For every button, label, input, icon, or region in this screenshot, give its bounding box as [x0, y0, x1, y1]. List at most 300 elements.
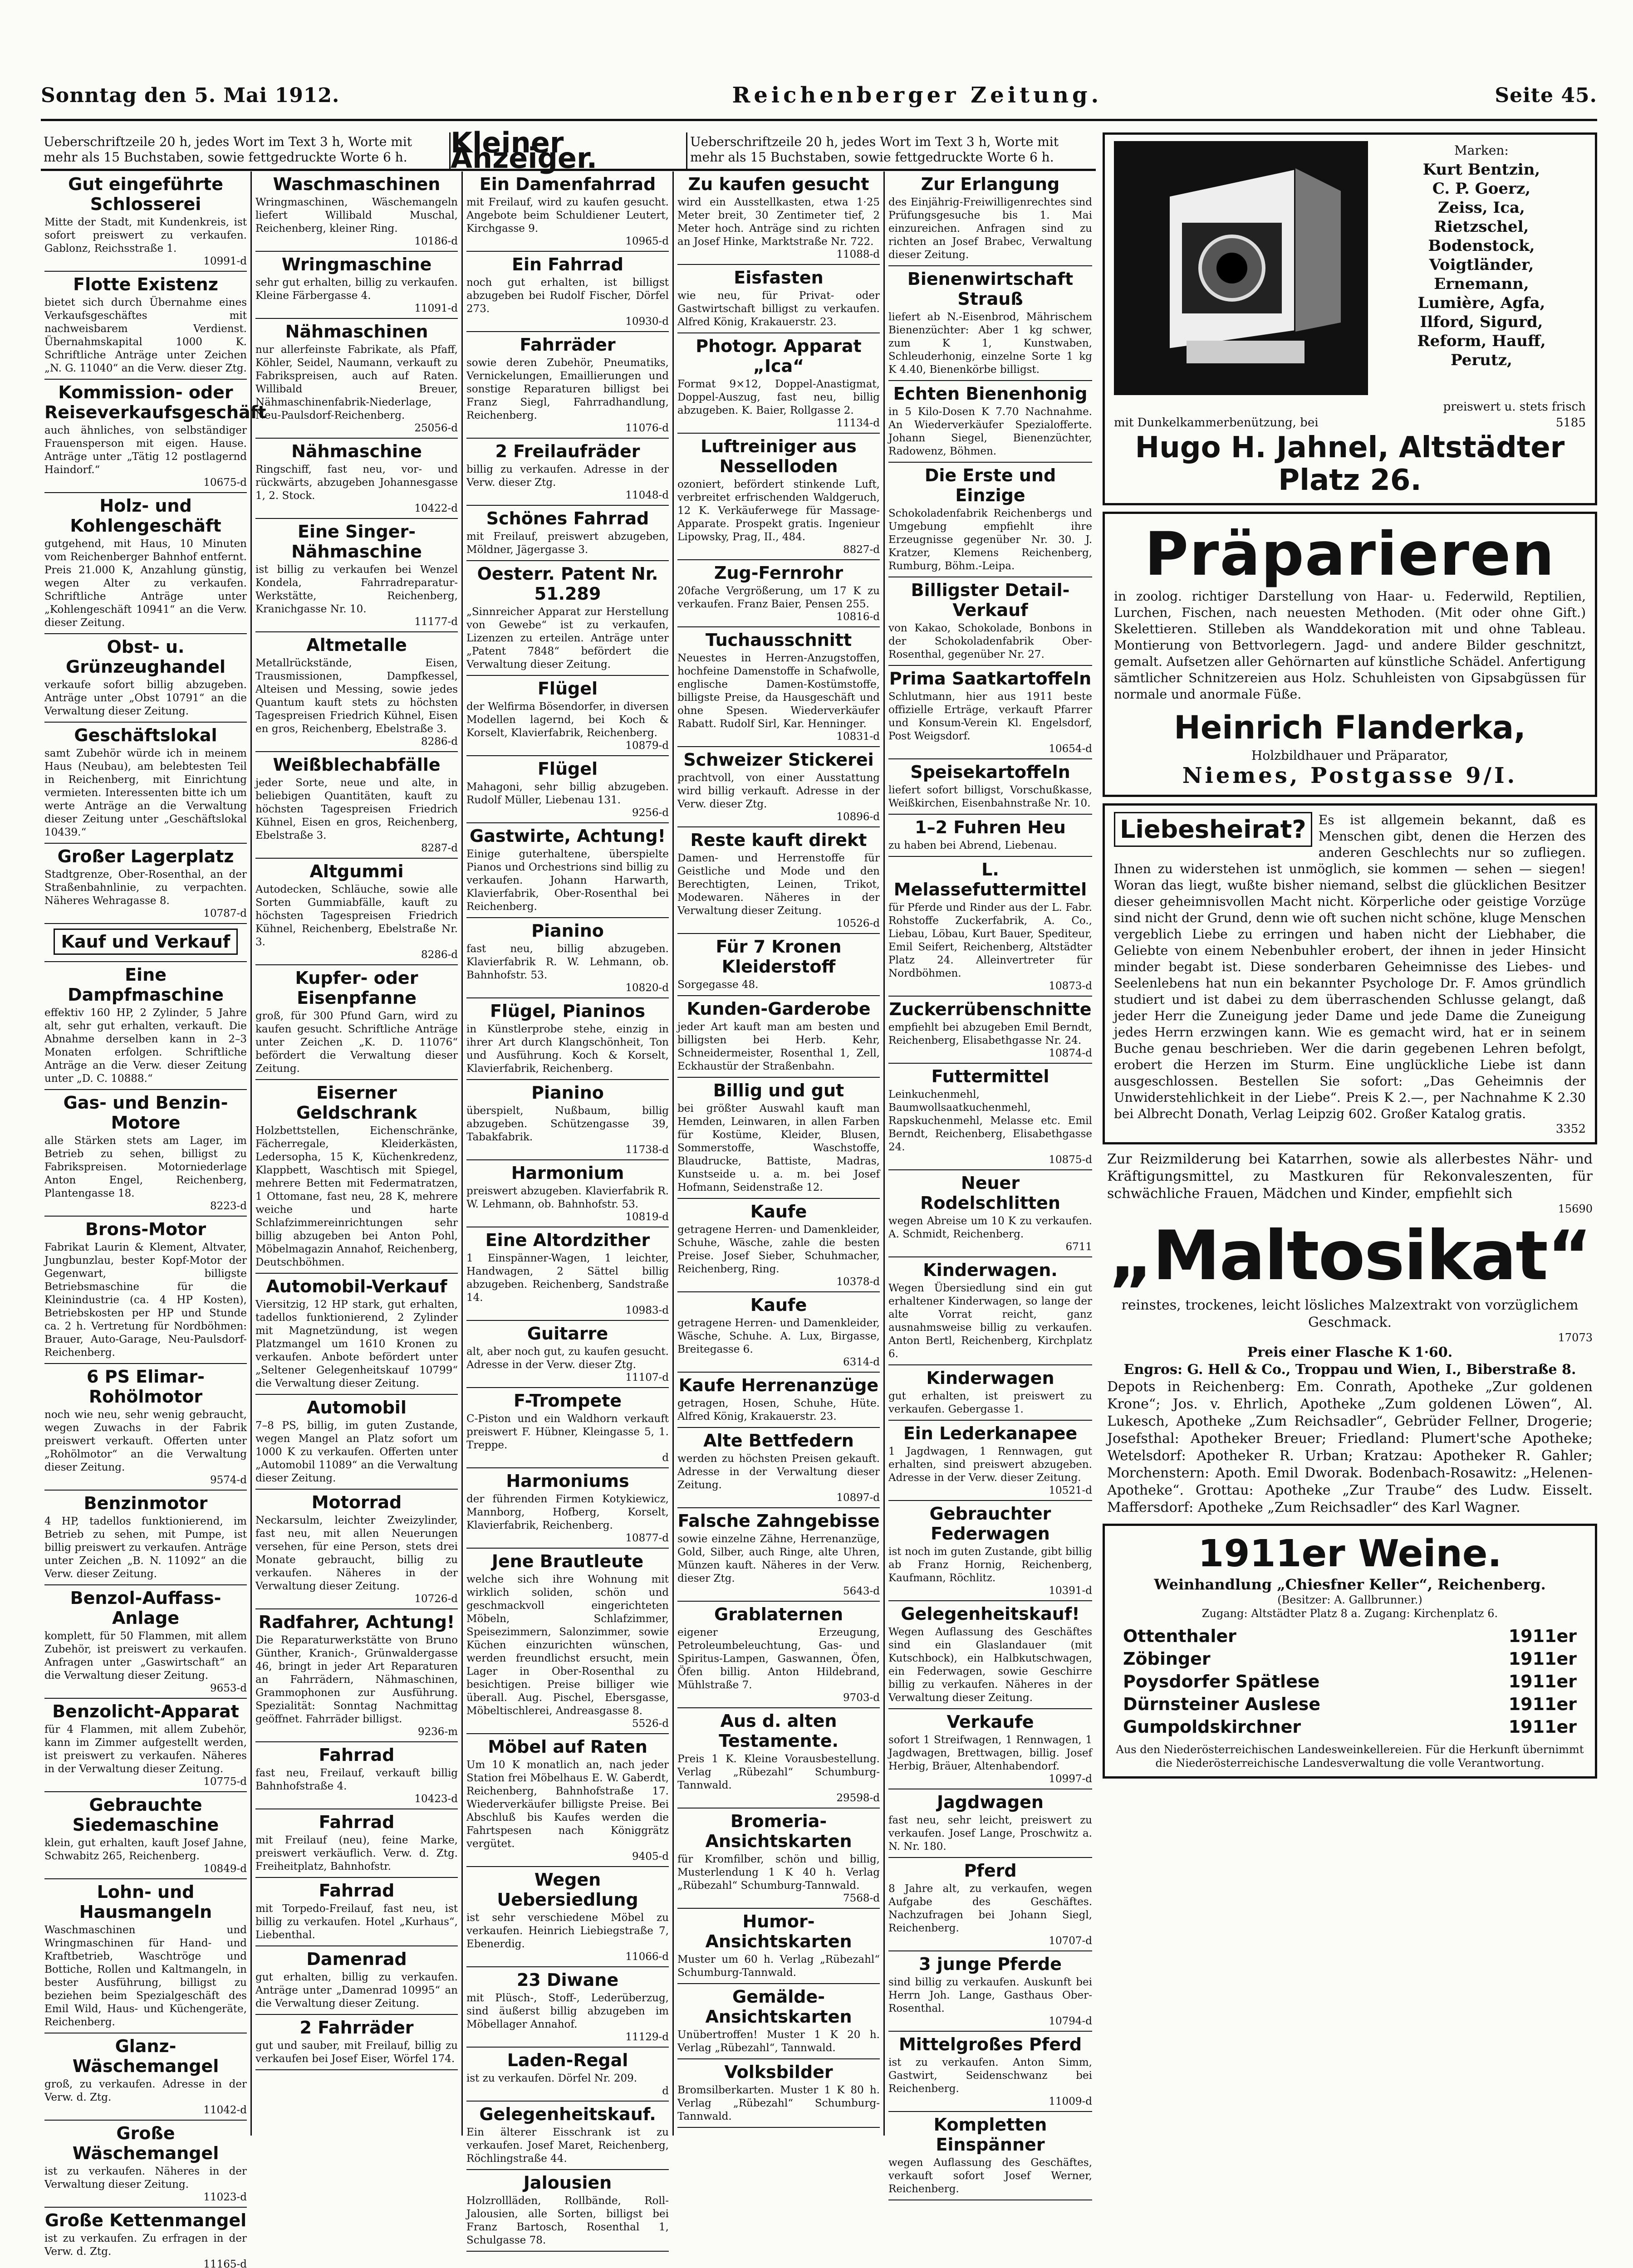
- classified-ad: [255, 1878, 458, 1946]
- ad-reference: 11042-d: [203, 2104, 247, 2116]
- classified-ad: [466, 823, 669, 918]
- ad-reference: d: [662, 2085, 669, 2097]
- classified-ad: [466, 252, 669, 332]
- ad-title: Flügel: [537, 679, 598, 699]
- classified-ad: [677, 1199, 880, 1292]
- ad-title: Kupfer- oder Eisenpfanne: [295, 968, 418, 1008]
- classified-ad: [466, 1321, 669, 1388]
- classified-ad: [677, 747, 880, 827]
- classified-ad: [255, 519, 458, 632]
- ad-title: Kompletten Einspänner: [933, 2115, 1047, 2155]
- brand-name: Ilford, Sigurd,: [1420, 313, 1543, 331]
- ad-reference: 11066-d: [625, 1951, 669, 1963]
- brand-name: Kurt Bentzin,: [1422, 161, 1540, 179]
- classified-ad: [888, 2112, 1092, 2200]
- classified-ad: [677, 1708, 880, 1809]
- ad-text: Waschmaschinen und Wringmaschinen für Hand- und Kraftbetrieb, Waschtröge und Bottiche, Rollen und Kaltmangeln, in bester Ausführung, billigst zu beziehen beim Spezialgeschäft des Emil Wild, Haus- und Küchengeräte, Reichenberg.: [44, 1924, 247, 2028]
- classified-ad: [466, 439, 669, 506]
- ad-title: Zug-Fernrohr: [714, 563, 843, 583]
- ad-title: Eiserner Geldschrank: [296, 1083, 417, 1123]
- classified-ad: [44, 2033, 247, 2121]
- ad-text: Muster um 60 h. Verlag „Rübezahl“ Schumburg-Tannwald.: [677, 1954, 880, 1979]
- flanderka-address: Niemes, Postgasse 9/I.: [1182, 763, 1518, 788]
- classified-ad: [44, 272, 247, 380]
- classified-ad: [888, 577, 1092, 666]
- ad-title: Automobil-Verkauf: [266, 1276, 447, 1296]
- ad-title: Pferd: [964, 1861, 1017, 1881]
- classified-ad: [44, 171, 247, 272]
- classified-ad: [677, 171, 880, 265]
- classified-ad: [888, 1709, 1092, 1789]
- classified-ad: [466, 2102, 669, 2170]
- ad-text: Preis 1 K. Kleine Vorausbestellung. Verlag „Rübezahl“ Schumburg-Tannwald.: [677, 1753, 880, 1791]
- ad-text: Stadtgrenze, Ober-Rosenthal, an der Straßenbahnlinie, zu verpachten. Näheres Wehragasse 8.: [44, 869, 247, 907]
- ad-title: Weißblechabfälle: [273, 755, 441, 775]
- darkroom-note: mit Dunkelkammerbenützung, bei: [1114, 416, 1319, 430]
- classified-ad: [255, 171, 458, 252]
- ad-text: wird ein Ausstellkasten, etwa 1·25 Meter breit, 30 Zentimeter tief, 2 Meter hoch. Anträge sind zu richten an Josef Hinke, Marktstraße Nr. 722.: [677, 196, 880, 248]
- classified-ad: [677, 627, 880, 747]
- ad-text: eigener Erzeugung, Petroleumbeleuchtung, Gas- und Spiritus-Lampen, Gaswannen, Öfen, Öfen billig. Anton Hildebrand, Mühlstraße 7.: [677, 1627, 880, 1691]
- ad-reference: 29598-d: [836, 1792, 880, 1804]
- ad-title: Gebrauchter Federwagen: [929, 1504, 1051, 1544]
- ad-reference: 11023-d: [203, 2191, 247, 2203]
- ad-title: Bromeria-Ansichtskarten: [705, 1811, 852, 1851]
- ad-title: Falsche Zahngebisse: [677, 1511, 880, 1531]
- wine-name: Gumpoldskirchner: [1123, 1717, 1301, 1737]
- weine-owner: (Besitzer: A. Gallbrunner.): [1277, 1593, 1422, 1606]
- classified-ad: [677, 1078, 880, 1199]
- wine-row: [1123, 1693, 1577, 1716]
- ad-title: Gut eingeführte Schlosserei: [68, 174, 223, 214]
- ad-reference: 9574-d: [210, 1474, 247, 1486]
- ad-text: 4 HP, tadellos funktionierend, im Betrieb zu sehen, mit Pumpe, ist billig preiswert zu verkaufen. Anträge unter Zeichen „B. N. 11092“ an die Verw. dieser Zeitung.: [44, 1515, 247, 1580]
- ad-title: Eisfasten: [734, 268, 824, 288]
- classified-ad: [466, 1867, 669, 1967]
- ad-title: 6 PS Elimar-Rohölmotor: [87, 1367, 205, 1407]
- ad-text: getragen, Hosen, Schuhe, Hüte. Alfred König, Krakauerstr. 23.: [677, 1398, 880, 1422]
- classified-ad: [888, 463, 1092, 577]
- ad-title: Altgummi: [309, 861, 404, 881]
- ad-title: Jagdwagen: [937, 1792, 1044, 1812]
- ad-title: Kaufe: [750, 1295, 807, 1315]
- ad-title: Humor-Ansichtskarten: [705, 1911, 852, 1951]
- ad-title: Harmonium: [511, 1163, 624, 1183]
- ad-reference: 10819-d: [625, 1211, 669, 1223]
- classified-ad: [466, 1160, 669, 1227]
- camera-ad-ref: 5185: [1555, 416, 1586, 430]
- ad-title: Schönes Fahrrad: [486, 508, 649, 528]
- ad-text: Um 10 K monatlich an, nach jeder Station frei Möbelhaus E. W. Gaberdt, Reichenberg, Bahnhofstraße 17. Wiederverkäufer billigste Preise. Bei Abschluß bis Kaufes werden die Fahrtspesen nach Königgrätz vergütet.: [466, 1759, 669, 1850]
- ad-title: Zur Erlangung: [921, 174, 1060, 194]
- ad-text: empfiehlt bei abzugeben Emil Berndt, Reichenberg, Elisabethgasse Nr. 24.: [888, 1022, 1092, 1046]
- brands-label: Marken:: [1454, 143, 1509, 158]
- page-header: [41, 79, 1597, 111]
- wine-year: 1911er: [1508, 1717, 1577, 1737]
- ad-reference: 11129-d: [625, 2031, 669, 2043]
- ad-text: Bromsilberkarten. Muster 1 K 80 h. Verlag „Rübezahl“ Schumburg-Tannwald.: [677, 2084, 880, 2122]
- ad-reference: 10816-d: [836, 611, 880, 623]
- classified-ad: [677, 996, 880, 1078]
- ad-text: alt, aber noch gut, zu kaufen gesucht. Adresse in der Verw. dieser Ztg.: [466, 1346, 669, 1371]
- classified-ad: [677, 1984, 880, 2059]
- brand-name: Lumière, Agfa,: [1417, 294, 1545, 312]
- ad-title: Kaufe: [750, 1202, 807, 1222]
- classified-ad: [888, 1601, 1092, 1709]
- ad-title: Geschäftslokal: [74, 725, 217, 745]
- ad-title: Für 7 Kronen Kleiderstoff: [716, 937, 842, 977]
- ad-reference: 7568-d: [843, 1892, 880, 1904]
- ad-title: Kunden-Garderobe: [687, 999, 871, 1019]
- wine-year: 1911er: [1508, 1672, 1577, 1691]
- classified-column: [41, 171, 266, 2268]
- ad-text: Schokoladenfabrik Reichenbergs und Umgebung empfiehlt ihre Erzeugnisse gegenüber Nr. 30. J. Kratzer, Klemens Reichenberg, Rumburg, Böhm.-Leipa.: [888, 508, 1092, 572]
- ad-text: noch wie neu, sehr wenig gebraucht, wegen Zuwachs in der Fabrik preiswert verkauft. Offerten unter „Rohölmotor“ an die Verwaltung dieser Zeitung.: [44, 1409, 247, 1473]
- maltosikat-title: „Maltosikat“: [1108, 1217, 1591, 1295]
- ad-reference: 10875-d: [1049, 1154, 1092, 1166]
- classified-ad: [888, 1951, 1092, 2032]
- ad-reference: 9256-d: [632, 807, 669, 819]
- weine-title: 1911er Weine.: [1198, 1532, 1502, 1575]
- ad-reference: 5643-d: [843, 1585, 880, 1597]
- weine-footer: Aus den Niederösterreichischen Landesweinkellereien. Für die Herkunft übernimmt die Niederösterreichische Landesverwaltung die volle Verantwortung.: [1116, 1743, 1584, 1769]
- ad-text: Holzbettstellen, Eichenschränke, Fächerregale, Kleiderkästen, Ledersopha, 15 K, Küchenkredenz, Klappbett, Waschtisch mit Spiegel, mehrere Betten mit Federmatratzen, 1 Ottomane, fast neu, 28 K, mehrere weiche und harte Schlafzimmereinrichtungen sehr billig abzugeben bei Anton Pohl, Möbelmagazin Annahof, Reichenberg, Deutschböhmen.: [255, 1125, 458, 1268]
- ad-reference: 11738-d: [625, 1144, 669, 1156]
- classified-ad: [888, 1858, 1092, 1951]
- ad-title: Benzinmotor: [83, 1493, 208, 1513]
- display-ads: [1103, 132, 1597, 1785]
- ad-title: Große Kettenmangel: [44, 2210, 247, 2230]
- classified-ad: [466, 756, 669, 823]
- pricing-note-left: Ueberschriftzeile 20 h, jedes Wort im Text 3 h, Worte mit mehr als 15 Buchstaben, sowie fettgedruckte Worte 6 h.: [44, 134, 412, 165]
- ad-title: Automobil: [307, 1398, 407, 1418]
- ad-text: Mahagoni, sehr billig abzugeben. Rudolf Müller, Liebenau 131.: [466, 781, 669, 806]
- ad-title: Volksbilder: [724, 2062, 833, 2082]
- ad-title: Alte Bettfedern: [703, 1431, 854, 1451]
- ad-reference: d: [662, 1452, 669, 1464]
- weine-house: Weinhandlung „Chiesfner Keller“, Reichenberg.: [1154, 1576, 1546, 1593]
- ad-reference: 9703-d: [843, 1692, 880, 1704]
- ad-title: Fahrrad: [319, 1881, 395, 1901]
- ad-text: „Sinnreicher Apparat zur Herstellung von Gewebe“ ist zu verkaufen, Lizenzen zu erteilen. Anträge unter „Patent 7848“ befördert die Verwaltung dieser Zeitung.: [466, 606, 669, 670]
- liebesheirat-text: Es ist allgemein bekannt, daß es Menschen gibt, denen die Herzen des anderen Geschlechts nur so zufliegen. Ihnen zu widerstehen ist unmöglich, sie kommen — sehen — siegen! Woran das liegt, wußte bisher niemand, selbst die glücklichen Besitzer dieser geheimnisvollen Macht nicht. Körperliche oder geistige Vorzüge sind nicht der Grund, denn wie oft suchen nicht schöne, kluge Menschen vergeblich Liebe zu erringen und haben nicht der Liebhaber, die Geliebte von einem Nebenbuhler erobert, der ihnen in jeder Hinsicht minder begabt ist. Diese sonderbaren Geheimnisse des Liebes- und Seelenlebens hat nun ein bekannter Psychologe Dr. F. Amos gründlich studiert und ist dabei zu dem überraschenden Schlusse gelangt, daß jeder Herr die Zuneigung jeder Dame und jede Dame die Zuneigung jedes Herrn erzwingen kann. Wie es gemacht wird, hat er in seinem Buche genau beschrieben. Wer die darin gegebenen Lehren befolgt, erobert die Herzen im Sturm. Eine unglückliche Liebe ist dann ausgeschlossen. Bestellen Sie sofort: „Das Geheimnis der Unwiderstehlichkeit in der Liebe“. Preis K 2.—, per Nachnahme K 2.30 bei Albrecht Donath, Verlag Leipzig 602. Großer Katalog gratis.: [1114, 812, 1586, 1121]
- wine-name: Ottenthaler: [1123, 1626, 1236, 1646]
- ad-title: Echten Bienenhonig: [893, 384, 1088, 404]
- brand-list: [1377, 160, 1586, 370]
- ad-title: Ein Fahrrad: [511, 254, 624, 274]
- wine-list: [1123, 1625, 1577, 1738]
- praeparieren-ad: [1103, 512, 1597, 797]
- ad-title: Harmoniums: [506, 1471, 629, 1491]
- classified-ad: [255, 1080, 458, 1274]
- ad-title: Jalousien: [523, 2173, 612, 2193]
- classified-ad: [255, 1809, 458, 1878]
- ad-title: Fahrrad: [319, 1812, 395, 1832]
- ad-title: Flügel, Pianinos: [490, 1001, 646, 1021]
- ad-title: Photogr. Apparat „Ica“: [696, 336, 862, 376]
- ad-text: sind billig zu verkaufen. Auskunft bei Herrn Joh. Lange, Gasthaus Ober-Rosenthal.: [888, 1976, 1092, 2014]
- ad-title: 2 Freilaufräder: [495, 441, 640, 461]
- ad-reference: 9405-d: [632, 1851, 669, 1862]
- ad-title: Zu kaufen gesucht: [688, 174, 869, 194]
- ad-title: Eine Singer-Nähmaschine: [291, 522, 422, 562]
- ad-title: Prima Saatkartoffeln: [889, 669, 1092, 689]
- ad-text: ist zu verkaufen. Zu erfragen in der Verw. d. Ztg.: [44, 2233, 247, 2258]
- maltosikat-intro: Zur Reizmilderung bei Katarrhen, sowie als allerbestes Nähr- und Kräftigungsmittel, zu Mastkuren für Rekonvaleszenten, für schwächliche Frauen, Mädchen und Kinder, empfiehlt sich: [1107, 1151, 1593, 1202]
- classified-ad: [44, 2121, 247, 2208]
- ad-text: liefert ab N.-Eisenbrod, Mährischem Bienenzüchter: Aber 1 kg schwer, zum K 1, Kunstwaben, Schleuderhonig, einzelne Sorte 1 kg K 4.40, Bienenkörbe billigst.: [888, 311, 1092, 376]
- ad-text: Schlutmann, hier aus 1911 beste offizielle Erträge, verkauft Pfarrer und Konsum-Verein Kl. Engelsdorf, Post Weigsdorf.: [888, 691, 1092, 742]
- ad-title: Möbel auf Raten: [488, 1737, 647, 1757]
- classified-ad: [255, 1490, 458, 1609]
- ad-reference: 10794-d: [1049, 2015, 1092, 2027]
- ad-text: gut erhalten, billig zu verkaufen. Anträge unter „Damenrad 10995“ an die Verwaltung dieser Zeitung.: [255, 1971, 458, 2009]
- classified-ad: [888, 1064, 1092, 1170]
- classified-ad: [44, 723, 247, 844]
- classified-ad: [677, 560, 880, 627]
- ad-title: Pianino: [531, 921, 604, 941]
- ad-title: Gastwirte, Achtung!: [470, 826, 666, 846]
- classified-ad: [255, 319, 458, 439]
- classified-ad: [44, 924, 247, 962]
- classified-ad: [255, 632, 458, 752]
- ad-title: Holz- und Kohlengeschäft: [70, 496, 221, 536]
- ad-text: für Kromfilber, schön und billig, Musterlendung 1 K 40 h. Verlag „Rübezahl“ Schumburg-Tannwald.: [677, 1853, 880, 1892]
- ad-text: mit Freilauf (neu), feine Marke, preiswert verkäuflich. Verw. d. Ztg. Freiheitplatz, Bahnhofstr.: [255, 1834, 458, 1872]
- ad-reference: 10726-d: [414, 1593, 458, 1605]
- ad-title: Grablaternen: [714, 1604, 843, 1624]
- ad-title: Gelegenheitskauf!: [901, 1604, 1080, 1624]
- ad-text: Autodecken, Schläuche, sowie alle Sorten Gummiabfälle, kauft zu höchsten Tagespreisen Friedrich Kühnel, Reichenberg, Ebelstraße Nr. 3.: [255, 884, 458, 948]
- ad-title: Obst- u. Grünzeughandel: [66, 637, 226, 677]
- ad-title: Kommission- oder Reiseverkaufsgeschäft: [44, 382, 266, 422]
- camera-ad: [1103, 132, 1597, 505]
- wine-year: 1911er: [1508, 1649, 1577, 1669]
- classified-ad: [255, 859, 458, 965]
- liebesheirat-ad: [1103, 803, 1597, 1144]
- ad-title: Kinderwagen: [926, 1368, 1054, 1388]
- ad-reference: 10896-d: [836, 811, 880, 823]
- classified-ad: [44, 634, 247, 723]
- maltosikat-ad: [1103, 1151, 1597, 1516]
- ad-reference: 11076-d: [625, 422, 669, 434]
- ad-title: Futtermittel: [931, 1066, 1049, 1086]
- classified-ad: [466, 2170, 669, 2252]
- classified-ad: [888, 171, 1092, 266]
- classified-ad: [888, 1365, 1092, 1421]
- ad-title: Gebrauchte Siedemaschine: [72, 1795, 219, 1835]
- ad-reference: 10775-d: [203, 1776, 247, 1788]
- ad-title: 1–2 Fuhren Heu: [915, 817, 1066, 837]
- flanderka-name: Heinrich Flanderka,: [1174, 709, 1526, 746]
- classified-ad: [677, 1292, 880, 1373]
- ad-title: Eine Altordzither: [485, 1230, 650, 1250]
- classified-ad: [677, 1373, 880, 1428]
- flanderka-profession: Holzbildhauer und Präparator,: [1251, 748, 1449, 763]
- ad-title: Neuer Rodelschlitten: [920, 1173, 1060, 1213]
- classified-ad: [888, 997, 1092, 1064]
- ad-text: verkaufe sofort billig abzugeben. Anträge unter „Obst 10791“ an die Verwaltung dieser Zeitung.: [44, 679, 247, 717]
- wine-name: Dürnsteiner Auslese: [1123, 1694, 1321, 1714]
- ad-text: mit Freilauf, wird zu kaufen gesucht. Angebote beim Schuldiener Leutert, Kirchgasse 9.: [466, 196, 669, 235]
- classified-ad: [255, 1742, 458, 1809]
- ad-text: alle Stärken stets am Lager, im Betrieb zu sehen, billigst zu Fabrikspreisen. Motorniederlage Anton Engel, Reichenberg, Plantengasse 18.: [44, 1135, 247, 1199]
- ad-text: Ringschiff, fast neu, vor- und rückwärts, abzugeben Johannesgasse 1, 2. Stock.: [255, 464, 458, 502]
- classified-ad: [44, 844, 247, 924]
- wine-row: [1123, 1625, 1577, 1647]
- brand-name: C. P. Goerz,: [1432, 180, 1531, 198]
- classified-ad: [677, 1428, 880, 1508]
- classified-ad: [255, 2015, 458, 2070]
- classified-ad: [466, 2048, 669, 2102]
- ad-title: Benzolicht-Apparat: [52, 1701, 239, 1721]
- classified-ad: [677, 1508, 880, 1602]
- camera-illustration: [1114, 141, 1368, 395]
- ad-text: 7–8 PS, billig, im guten Zustande, wegen Mangel an Platz sofort um 1000 K zu verkaufen. Offerten unter „Automobil 11089“ an die Verwaltung dieser Zeitung.: [255, 1420, 458, 1484]
- classified-column: [885, 171, 1096, 2195]
- ad-title: Die Erste und Einzige: [924, 465, 1056, 505]
- ad-reference: 10831-d: [836, 731, 880, 743]
- classified-ad: [677, 1809, 880, 1909]
- pricing-note-right: Ueberschriftzeile 20 h, jedes Wort im Text 3 h, Worte mit mehr als 15 Buchstaben, sowie fettgedruckte Worte 6 h.: [690, 134, 1059, 165]
- classified-ad: [466, 171, 669, 252]
- ad-text: Metallrückstände, Eisen, Trausmissionen, Dampfkessel, Alteisen und Messing, sowie jedes Quantum kauft stets zu höchsten Tagespreisen Friedrich Kühnel, Eisen en gros, Reichenberg, Ebelstraße 3.: [255, 657, 458, 735]
- classified-ad: [466, 506, 669, 561]
- ad-text: für 4 Flammen, mit allem Zubehör, kann im Zimmer aufgestellt werden, ist preiswert zu verkaufen. Näheres in der Verwaltung dieser Zeitung.: [44, 1724, 247, 1775]
- ad-text: ist zu verkaufen. Dörfel Nr. 209.: [466, 2072, 638, 2084]
- ad-reference: 8286-d: [421, 949, 458, 961]
- ad-title: Waschmaschinen: [273, 174, 441, 194]
- ad-text: noch gut erhalten, ist billigst abzugeben bei Rudolf Fischer, Dörfel 273.: [466, 277, 669, 315]
- classified-ad: [255, 1946, 458, 2015]
- ad-text: ist zu verkaufen. Anton Simm, Gastwirt, Seidenschwanz bei Reichenberg.: [888, 2057, 1092, 2095]
- classified-ad: [677, 265, 880, 333]
- brand-name: Bodenstock,: [1428, 237, 1535, 255]
- ad-text: C-Piston und ein Waldhorn verkauft preiswert F. Hübner, Kleingasse 5, 1. Treppe.: [466, 1413, 669, 1451]
- classified-ad: [677, 434, 880, 560]
- ad-text: gut und sauber, mit Freilauf, billig zu verkaufen bei Josef Eiser, Wörfel 174.: [255, 2040, 458, 2065]
- ad-title: Billigster Detail-Verkauf: [911, 580, 1070, 620]
- ad-reference: 10877-d: [625, 1532, 669, 1544]
- ad-title: Jene Brautleute: [491, 1551, 644, 1571]
- ad-reference: 6314-d: [843, 1356, 880, 1368]
- ad-text: effektiv 160 HP, 2 Zylinder, 5 Jahre alt, sehr gut erhalten, verkauft. Die Abnahme derselben kann in 2–3 Monaten erfolgen. Schriftliche Anträge an die Verw. dieser Zeitung unter „D. C. 10888.“: [44, 1007, 247, 1085]
- maltosikat-engros: Engros: G. Hell & Co., Troppau und Wien, I., Biberstraße 8.: [1123, 1362, 1576, 1378]
- ad-title: Zuckerrübenschnitte: [889, 999, 1092, 1019]
- ad-title: Gelegenheitskauf.: [479, 2104, 656, 2124]
- ad-text: Fabrikat Laurin & Klement, Altvater, Jungbunzlau, bester Kopf-Motor der Gegenwart, billigste Betriebsmaschine für die Kleinindustrie (ca. 4 HP Kosten), Betriebskosten per HP und Stunde ca. 2 h. Vertretung für Nordböhmen: Brauer, Auto-Garage, Neu-Paulsdorf-Reichenberg.: [44, 1242, 247, 1359]
- ad-title: Damenrad: [306, 1949, 407, 1969]
- ad-title: Ein Lederkanapee: [903, 1423, 1078, 1443]
- classified-columns: [41, 171, 1096, 2268]
- ad-reference: 10983-d: [625, 1305, 669, 1316]
- ad-title: Verkaufe: [946, 1712, 1034, 1732]
- classified-ad: [466, 561, 669, 676]
- classified-ad: [888, 1789, 1092, 1858]
- ad-reference: 10965-d: [625, 235, 669, 247]
- classified-ad: [44, 1364, 247, 1491]
- ad-reference: 11134-d: [836, 417, 880, 429]
- classified-ad: [44, 1792, 247, 1879]
- classified-ad: [888, 381, 1092, 463]
- ad-text: Damen- und Herrenstoffe für Geistliche und Mode und den Berechtigten, Leinen, Trikot, Modewaren. Näheres in der Verwaltung dieser Zeitung.: [677, 852, 880, 917]
- wine-name: Poysdorfer Spätlese: [1123, 1672, 1320, 1691]
- ad-title: Pianino: [531, 1083, 604, 1103]
- page-number: Seite 45.: [1495, 83, 1597, 107]
- classified-column: [252, 171, 463, 2136]
- wine-row: [1123, 1716, 1577, 1738]
- ad-reference: 25056-d: [414, 422, 458, 434]
- ad-text: ist noch im guten Zustande, gibt billig ab Franz Hornig, Reichenberg, Kaufmann, Röchlitz.: [888, 1546, 1092, 1584]
- ad-title: Glanz-Wäschemangel: [72, 2036, 219, 2076]
- infobar-rule: [41, 169, 1096, 171]
- ad-reference: 11009-d: [1049, 2096, 1092, 2107]
- ad-text: Mitte der Stadt, mit Kundenkreis, ist sofort preiswert zu verkaufen. Gablonz, Reichsstraße 1.: [44, 216, 247, 254]
- ad-title: Fahrräder: [520, 335, 616, 355]
- ad-title: Ein Damenfahrrad: [479, 174, 656, 194]
- ad-text: nur allerfeinste Fabrikate, als Pfaff, Köhler, Seidel, Naumann, verkauft zu Fabrikspreisen, auch auf Raten. Willibald Breuer, Nähmaschinenfabrik-Niederlage, Neu-Paulsdorf-Reichenberg.: [255, 344, 458, 421]
- classified-ad: [677, 827, 880, 934]
- ad-text: Wringmaschinen, Wäschemangeln liefert Willibald Muschal, Reichenberg, kleiner Ring.: [255, 196, 458, 235]
- ad-text: fast neu, sehr leicht, preiswert zu verkaufen. Josef Lange, Proschwitz a. N. Nr. 180.: [888, 1814, 1092, 1853]
- classified-column: [463, 171, 674, 2246]
- ad-reference: 10991-d: [203, 255, 247, 267]
- ad-title: Radfahrer, Achtung!: [258, 1612, 455, 1632]
- ad-reference: 8223-d: [210, 1200, 247, 1212]
- ad-title: L. Melassefuttermittel: [893, 860, 1087, 899]
- ad-text: preiswert abzugeben. Klavierfabrik R. W. Lehmann, ob. Bahnhofstr. 53.: [466, 1185, 669, 1210]
- ad-title: Wringmaschine: [281, 254, 432, 274]
- ad-title: Guitarre: [527, 1324, 608, 1344]
- ad-text: Die Reparaturwerkstätte von Bruno Günther, Kranich-, Grünwaldergasse 46, bringt in jeder Art Reparaturen an Fahrrädern, Nähmaschinen, Grammophonen zur Ausführung. Spezialität: Sonntag Nachmittag geöffnet. Fahrräder billigst.: [255, 1634, 458, 1725]
- ad-title: 3 junge Pferde: [919, 1954, 1062, 1974]
- brand-name: Rietzschel,: [1434, 218, 1529, 236]
- classified-ad: [466, 1967, 669, 2048]
- classified-ad: [255, 965, 458, 1080]
- section-title: Kleiner Anzeiger.: [449, 132, 687, 169]
- ad-reference: 8286-d: [421, 736, 458, 748]
- ad-title: Flotte Existenz: [73, 274, 218, 294]
- ad-title: Gemälde-Ansichtskarten: [705, 1987, 852, 2027]
- fresh-note: preiswert u. stets frisch: [1443, 400, 1586, 414]
- wine-year: 1911er: [1508, 1694, 1577, 1714]
- classified-ad: [888, 666, 1092, 759]
- ad-reference: 6711: [1065, 1241, 1092, 1253]
- ad-text: in 5 Kilo-Dosen K 7.70 Nachnahme. An Wiederverkäufer Spezialofferte. Johann Siegel, Bienenzüchter, Radowenz, Böhmen.: [888, 406, 1092, 457]
- wine-row: [1123, 1647, 1577, 1670]
- ad-reference: 10526-d: [836, 918, 880, 929]
- classified-ad: [888, 759, 1092, 815]
- ad-text: 8 Jahre alt, zu verkaufen, wegen Aufgabe des Geschäftes. Nachzufragen bei Johann Siegl, Reichenberg.: [888, 1883, 1092, 1934]
- classified-ad: [44, 2208, 247, 2268]
- ad-title: Kaufe Herrenanzüge: [678, 1375, 879, 1395]
- ad-text: fast neu, billig abzugeben. Klavierfabrik R. W. Lehmann, ob. Bahnhofstr. 53.: [466, 943, 669, 981]
- maltosikat-depots: Depots in Reichenberg: Em. Conrath, Apotheke „Zur goldenen Krone“; Jos. v. Ehrlich, Apotheke „Zum goldenen Löwen“, Al. Lukesch, Apotheke „Zum Reichsadler“, Gebrüder Fellner, Drogerie; Josefsthal: Apotheker Breuer; Friedland: Plumert'sche Apotheke; Wetelsdorf: Apotheker R. Urban; Kratzau: Apotheker R. Gahler; Morchenstern: Apoth. Emil Dworak. Bodenbach-Rosawitz: „Helenen-Apotheke“. Grottau: Apotheke „Zur Traube“ des Ludw. Eisselt. Maffersdorf: Apotheke „Zum Reichsadler“ des Karl Wagner.: [1107, 1379, 1593, 1515]
- ad-title: Große Wäschemangel: [72, 2123, 219, 2163]
- ad-title: Wegen Uebersiedlung: [497, 1870, 638, 1910]
- classified-ad: [466, 1388, 669, 1468]
- classified-ad: [466, 676, 669, 756]
- ad-reference: 9236-m: [417, 1726, 458, 1738]
- ad-text: Viersitzig, 12 HP stark, gut erhalten, tadellos funktionierend, 2 Zylinder mit Magnetzündung, ist wegen Platzmangel um 1610 Kronen zu verkaufen. Anbote befördert unter „Seltener Gelegenheitskauf 10799“ die Verwaltung dieser Zeitung.: [255, 1299, 458, 1389]
- brand-name: Ernemann,: [1434, 275, 1529, 293]
- wine-row: [1123, 1670, 1577, 1693]
- classified-ad: [44, 1090, 247, 1217]
- ad-text: Neckarsulm, leichter Zweizylinder, fast neu, mit allen Neuerungen versehen, für eine Person, stets drei Monate gebraucht, billig zu verkaufen. Näheres in der Verwaltung dieser Zeitung.: [255, 1515, 458, 1592]
- classified-ad: [466, 1734, 669, 1867]
- maltosikat-ref1: 15690: [1558, 1202, 1593, 1215]
- ad-text: ozoniert, befördert stinkende Luft, verbreitet erfrischenden Waldgeruch, 12 K. Verkäuferwege für Massage-Apparate. Prospekt gratis. Ingenieur Lipowsky, Prag, II., 484.: [677, 479, 880, 543]
